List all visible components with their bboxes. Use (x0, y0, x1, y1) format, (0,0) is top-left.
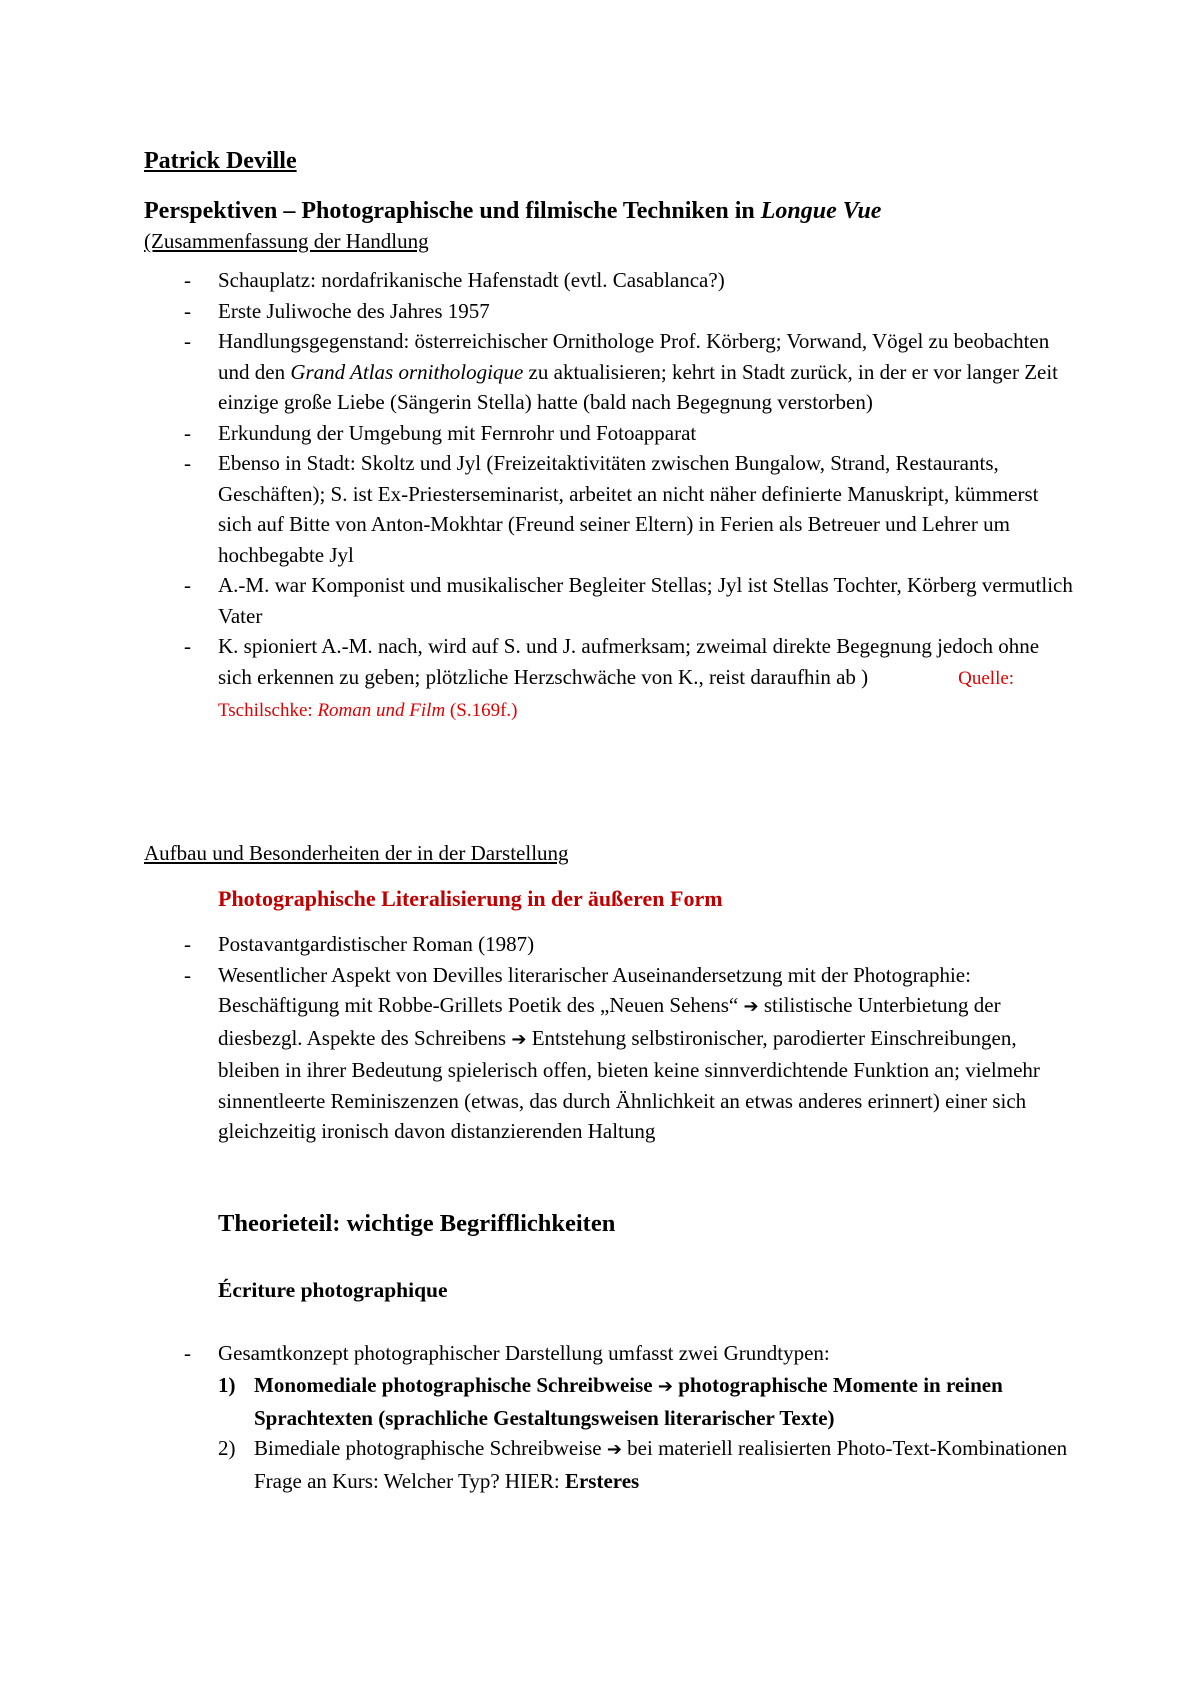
list-item (144, 296, 1074, 327)
list-item (144, 570, 1074, 631)
list-item-text: stilistische Unterbietung der diesbezgl. Aspekte des Schreibens (218, 993, 1001, 1050)
list-item-text: zu aktualisieren; kehrt in Stadt zurück, in der er vor langer Zeit einzige große Liebe (Sängerin Stella) hatte (bald nach Begegnung verstorben) (218, 359, 1059, 414)
list-item-text: Schauplatz: nordafrikanische Hafenstadt (evtl. Casablanca?) (218, 268, 725, 292)
list-item-text: Postavantgardistischer Roman (1987) (218, 932, 535, 956)
structure-subheading: Photographische Literalisierung in der äußeren Form (218, 886, 723, 911)
item-text: Monomediale photographische Schreibweise (254, 1373, 658, 1397)
course-answer: Ersteres (564, 1468, 640, 1493)
list-item (144, 631, 1074, 727)
item-number: 1) (218, 1373, 236, 1397)
title-emphasis: Longue Vue (760, 198, 882, 224)
theory-list (144, 1338, 1074, 1369)
ecriture-heading: Écriture photographique (218, 1278, 448, 1302)
list-item-emphasis: Grand Atlas ornithologique (290, 359, 524, 384)
list-item-text: Erkundung der Umgebung mit Fernrohr und Fotoapparat (218, 420, 697, 445)
item-text: photographische Momente in reinen Sprachtexten (sprachliche Gestaltungsweisen literarischer Texte) (254, 1373, 1003, 1430)
item-text: bei materiell realisierten Photo-Text-Kombinationen (621, 1436, 1068, 1460)
list-item (144, 265, 1074, 296)
list-item (144, 960, 1074, 1147)
structure-list (144, 929, 1074, 1147)
list-item-text: K. spioniert A.-M. nach, wird auf S. und J. aufmerksam; zweimal direkte Begegnung jedoch ohne sich erkennen zu geben; plötzliche Herzschwäche von K., reist daraufhin ab ) (218, 634, 1040, 689)
list-item-text: Ebenso in Stadt: Skoltz und Jyl (Freizeitaktivitäten zwischen Bungalow, Strand, Restaurants, Geschäften); S. ist Ex-Priesterseminarist, arbeitet an nicht näher definierte Manuskript, kümmerst sich auf Bitte von Anton-Mokhtar (Freund seiner Eltern) in Ferien als Betreuer und Lehrer um hochbegabte Jyl (218, 451, 1039, 567)
document-title (144, 194, 1074, 228)
item-text: Bimediale photographische Schreibweise (254, 1436, 607, 1460)
numbered-item (144, 1433, 1074, 1496)
list-item-text: Erste Juliwoche des Jahres 1957 (218, 298, 490, 323)
list-item-text: Gesamtkonzept photographischer Darstellung umfasst zwei Grundtypen: (218, 1341, 830, 1365)
course-question: Frage an Kurs: Welcher Typ? HIER: (254, 1468, 565, 1493)
list-item (144, 418, 1074, 449)
numbered-item (144, 1370, 1074, 1433)
list-item (144, 448, 1074, 570)
theory-heading: Theorieteil: wichtige Begrifflichkeiten (218, 1210, 616, 1237)
author-heading: Patrick Deville (144, 148, 297, 174)
arrow-right-icon: ➔ (657, 1376, 673, 1397)
arrow-right-icon: ➔ (743, 996, 759, 1017)
title-main: Perspektiven – Photographische und filmische Techniken in (144, 198, 761, 224)
list-item (144, 929, 1074, 960)
list-item-text: Handlungsgegenstand: österreichischer Ornithologe Prof. Körberg; Vorwand, Vögel zu beobachten und den (218, 329, 1050, 384)
arrow-right-icon: ➔ (606, 1439, 622, 1460)
list-item-text: A.-M. war Komponist und musikalischer Begleiter Stellas; Jyl ist Stellas Tochter, Körberg vermutlich Vater (218, 573, 1073, 628)
list-item-text: Entstehung selbstironischer, parodierter Einschreibungen, bleiben in ihrer Bedeutung spielerisch offen, bieten keine sinnverdichtende Funktion an; vielmehr sinnentleerte Reminiszenzen (etwas, das durch Ähnlichkeit an etwas anderes erinnert) einer sich gleichzeitig ironisch davon distanzierenden Haltung (218, 1025, 1040, 1143)
summary-heading: (Zusammenfassung der Handlung (144, 229, 429, 253)
item-number: 2) (218, 1436, 236, 1460)
list-item (144, 1338, 1074, 1369)
summary-list (144, 265, 1074, 727)
list-item-text: Wesentlicher Aspekt von Devilles literarischer Auseinandersetzung mit der Photographie: Beschäftigung mit Robbe-Grillets Poetik des „Neuen Sehens“ (218, 962, 971, 1017)
structure-heading: Aufbau und Besonderheiten der in der Darstellung (144, 841, 569, 865)
arrow-right-icon: ➔ (511, 1028, 527, 1050)
source-citation: Quelle: Tschilschke: Roman und Film (S.169f.) (218, 667, 1015, 721)
types-list (144, 1370, 1074, 1496)
list-item (144, 326, 1074, 418)
